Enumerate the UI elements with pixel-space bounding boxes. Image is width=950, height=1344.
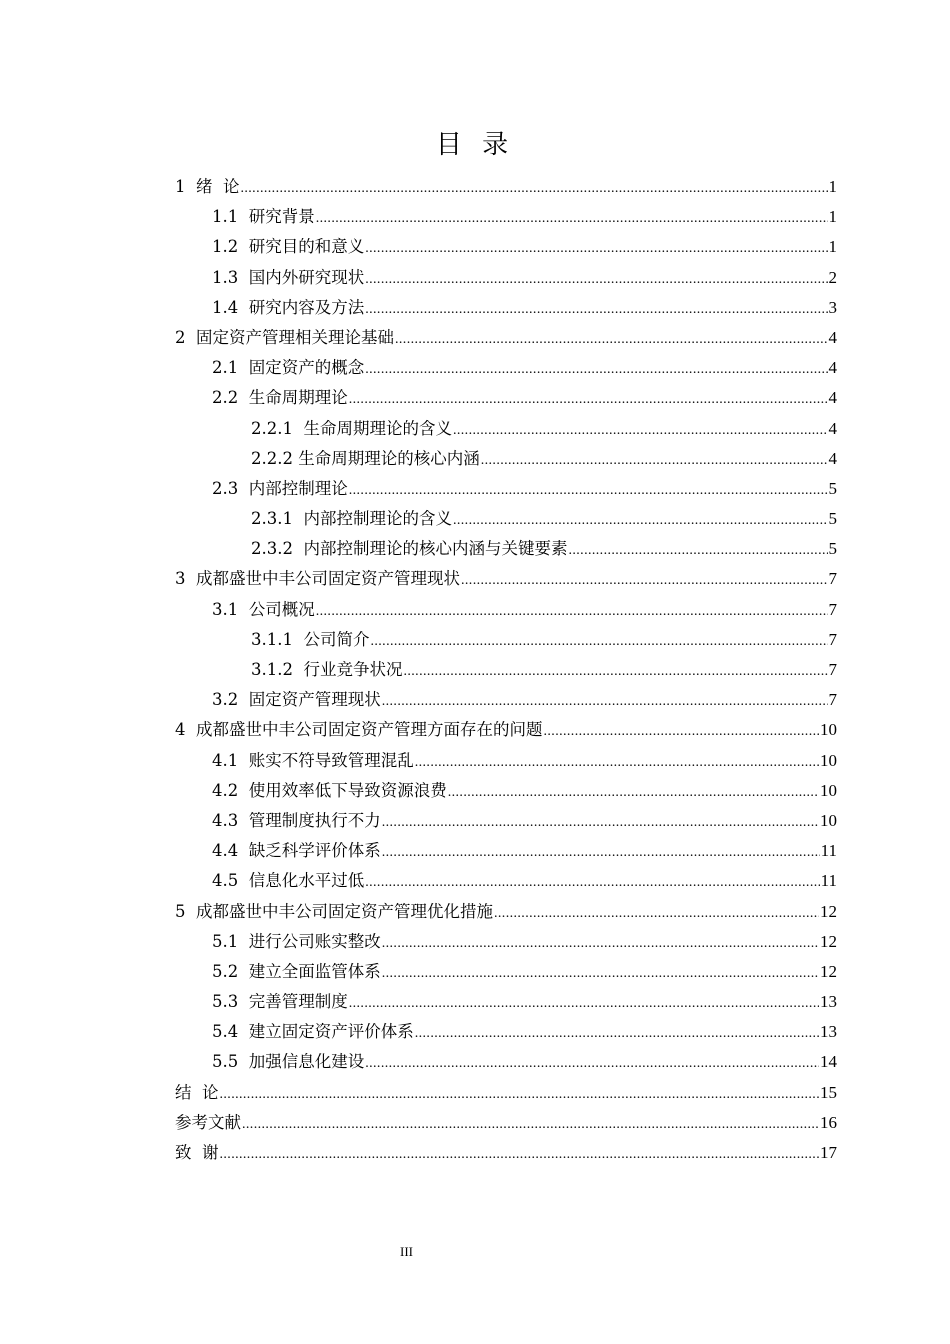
toc-entry-label: 3.1.2 行业竞争状况	[251, 660, 403, 679]
toc-entry[interactable]	[175, 263, 837, 293]
toc-dot-leader	[365, 293, 827, 325]
toc-entry-page: 10	[820, 750, 837, 770]
toc-entry-page: 1	[828, 237, 837, 257]
toc-entry-page: 15	[820, 1082, 837, 1102]
toc-dot-leader	[242, 1108, 819, 1140]
toc-entry-page: 12	[820, 901, 837, 921]
toc-dot-leader	[382, 957, 819, 989]
toc-dot-leader	[365, 232, 827, 264]
toc-entry-page: 7	[828, 660, 837, 679]
toc-dot-leader	[382, 836, 820, 868]
toc-entry-label: 1.3 国内外研究现状	[212, 267, 365, 287]
toc-entry-page: 4	[828, 327, 837, 347]
toc-entry-page: 14	[820, 1052, 837, 1072]
toc-entry-label: 参考文献	[175, 1112, 241, 1132]
toc-entry-label: 5.4 建立固定资产评价体系	[212, 1022, 414, 1042]
toc-entry-label: 致 谢	[175, 1143, 219, 1162]
toc-entry-label: 5.2 建立全面监管体系	[212, 961, 381, 981]
toc-entry-page: 4	[828, 448, 837, 468]
toc-dot-leader	[365, 1047, 819, 1079]
toc-entry-page: 7	[828, 569, 837, 589]
toc-entry-label: 4.4 缺乏科学评价体系	[212, 841, 381, 861]
toc-entry[interactable]	[175, 957, 837, 987]
table-of-contents	[175, 172, 837, 1168]
toc-entry[interactable]	[175, 1138, 837, 1168]
toc-entry-page: 5	[828, 478, 837, 498]
toc-dot-leader	[370, 625, 827, 657]
toc-entry[interactable]	[175, 897, 837, 927]
toc-dot-leader	[349, 474, 828, 506]
toc-entry-label: 4 成都盛世中丰公司固定资产管理方面存在的问题	[175, 720, 543, 740]
toc-dot-leader	[365, 353, 827, 385]
toc-entry-label: 5.5 加强信息化建设	[212, 1052, 365, 1072]
toc-entry[interactable]	[175, 866, 837, 896]
toc-entry[interactable]	[175, 836, 837, 866]
toc-entry[interactable]	[175, 595, 837, 625]
toc-dot-leader	[415, 746, 819, 778]
toc-entry[interactable]	[175, 414, 837, 444]
toc-entry[interactable]	[175, 746, 837, 776]
toc-entry-page: 4	[828, 358, 837, 378]
toc-dot-leader	[382, 806, 819, 838]
toc-entry-page: 1	[828, 177, 837, 196]
toc-entry[interactable]	[175, 1017, 837, 1047]
toc-entry-label: 2.2 生命周期理论	[212, 388, 348, 408]
toc-entry-label: 2.3 内部控制理论	[212, 478, 348, 498]
toc-entry-page: 7	[828, 690, 837, 710]
toc-dot-leader	[461, 564, 828, 596]
toc-dot-leader	[568, 534, 827, 566]
toc-dot-leader	[220, 1078, 820, 1110]
toc-entry-page: 4	[828, 388, 837, 408]
toc-entry-page: 4	[828, 418, 837, 438]
toc-dot-leader	[382, 927, 819, 959]
toc-entry-page: 17	[820, 1143, 837, 1162]
toc-entry-page: 13	[820, 1022, 837, 1042]
toc-dot-leader	[365, 866, 819, 898]
toc-entry-label: 4.5 信息化水平过低	[212, 871, 365, 891]
toc-entry[interactable]	[175, 625, 837, 655]
toc-entry-page: 12	[820, 961, 837, 981]
toc-entry-label: 1.4 研究内容及方法	[212, 297, 365, 317]
toc-entry-label: 3.1 公司概况	[212, 599, 315, 619]
toc-entry[interactable]	[175, 444, 837, 474]
toc-dot-leader	[365, 263, 827, 295]
toc-entry-label: 2.1 固定资产的概念	[212, 358, 365, 378]
toc-entry[interactable]	[175, 172, 837, 202]
toc-entry[interactable]	[175, 534, 837, 564]
toc-entry-page: 16	[820, 1112, 837, 1132]
toc-entry[interactable]	[175, 474, 837, 504]
toc-entry-page: 10	[820, 780, 837, 800]
toc-entry[interactable]	[175, 927, 837, 957]
toc-entry-label: 5 成都盛世中丰公司固定资产管理优化措施	[175, 901, 493, 921]
toc-entry-page: 10	[820, 810, 837, 830]
toc-entry[interactable]	[175, 715, 837, 745]
toc-entry-label: 4.1 账实不符导致管理混乱	[212, 750, 414, 770]
toc-dot-leader	[494, 897, 819, 929]
toc-entry-page: 7	[828, 599, 837, 619]
toc-entry-page: 1	[828, 207, 837, 227]
toc-dot-leader	[453, 504, 828, 536]
toc-entry-page: 3	[828, 297, 837, 317]
toc-entry[interactable]	[175, 383, 837, 413]
toc-dot-leader	[448, 776, 819, 808]
toc-entry[interactable]	[175, 202, 837, 232]
toc-entry-label: 4.2 使用效率低下导致资源浪费	[212, 780, 447, 800]
toc-entry[interactable]	[175, 776, 837, 806]
toc-entry[interactable]	[175, 1078, 837, 1108]
toc-dot-leader	[316, 202, 828, 234]
toc-entry-page: 5	[828, 539, 837, 559]
toc-entry[interactable]	[175, 1047, 837, 1077]
toc-dot-leader	[453, 414, 828, 446]
toc-entry[interactable]	[175, 353, 837, 383]
toc-dot-leader	[395, 323, 828, 355]
toc-entry-page: 2	[828, 267, 837, 287]
toc-dot-leader	[240, 172, 827, 204]
toc-entry-label: 2.2.2 生命周期理论的核心内涵	[251, 448, 480, 468]
toc-entry-page: 7	[828, 629, 837, 649]
toc-entry[interactable]	[175, 504, 837, 534]
toc-entry-label: 3.1.1 公司简介	[251, 629, 370, 649]
toc-dot-leader	[403, 655, 827, 687]
toc-entry-page: 13	[820, 992, 837, 1012]
toc-dot-leader	[415, 1017, 819, 1049]
toc-dot-leader	[349, 383, 828, 415]
toc-entry-label: 1.1 研究背景	[212, 207, 315, 227]
toc-entry-label: 3.2 固定资产管理现状	[212, 690, 381, 710]
page-title: 目 录	[435, 130, 515, 160]
toc-entry[interactable]	[175, 655, 837, 685]
toc-dot-leader	[220, 1138, 820, 1170]
toc-entry-label: 3 成都盛世中丰公司固定资产管理现状	[175, 569, 460, 589]
toc-entry[interactable]	[175, 685, 837, 715]
toc-entry-page: 11	[820, 841, 837, 861]
toc-dot-leader	[316, 595, 828, 627]
toc-dot-leader	[481, 444, 828, 476]
toc-entry[interactable]	[175, 1108, 837, 1138]
toc-entry[interactable]	[175, 564, 837, 594]
toc-entry-label: 2.3.2 内部控制理论的核心内涵与关键要素	[251, 539, 568, 559]
toc-entry-label: 4.3 管理制度执行不力	[212, 810, 381, 830]
page-number-footer: III	[400, 1244, 413, 1259]
toc-entry-label: 5.3 完善管理制度	[212, 992, 348, 1012]
toc-dot-leader	[544, 715, 820, 747]
toc-entry[interactable]	[175, 232, 837, 262]
toc-entry-label: 2 固定资产管理相关理论基础	[175, 327, 394, 347]
toc-entry-page: 12	[820, 931, 837, 951]
toc-entry[interactable]	[175, 987, 837, 1017]
toc-dot-leader	[349, 987, 819, 1019]
toc-entry-label: 1 绪 论	[175, 177, 240, 196]
toc-entry[interactable]	[175, 806, 837, 836]
toc-dot-leader	[382, 685, 828, 717]
toc-entry-label: 5.1 进行公司账实整改	[212, 931, 381, 951]
toc-entry-label: 2.3.1 内部控制理论的含义	[251, 509, 452, 529]
toc-entry-page: 11	[820, 871, 837, 891]
toc-entry-label: 1.2 研究目的和意义	[212, 237, 365, 257]
toc-entry[interactable]	[175, 323, 837, 353]
toc-entry-label: 2.2.1 生命周期理论的含义	[251, 418, 452, 438]
toc-entry-label: 结 论	[175, 1082, 219, 1102]
toc-entry-page: 5	[828, 509, 837, 529]
toc-entry[interactable]	[175, 293, 837, 323]
toc-entry-page: 10	[820, 720, 837, 740]
